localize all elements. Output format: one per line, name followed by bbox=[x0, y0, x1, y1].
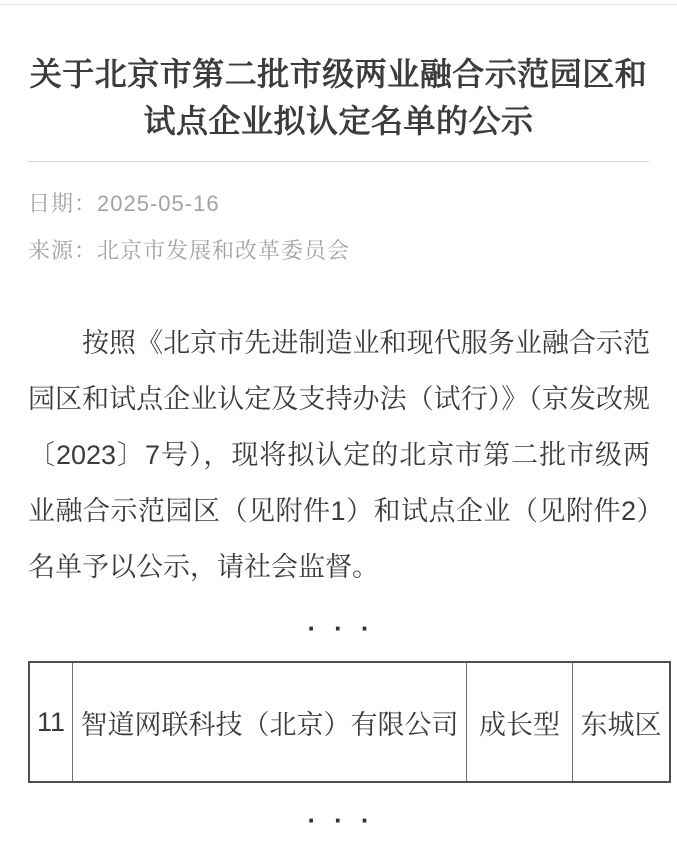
ellipsis-bottom: ··· bbox=[307, 805, 388, 835]
source-line bbox=[28, 227, 649, 274]
ellipsis-top: ··· bbox=[307, 613, 388, 643]
cell-row-number: 11 bbox=[29, 662, 73, 782]
source-value: 北京市发展和改革委员会 bbox=[97, 238, 351, 263]
cell-company-name: 智道网联科技（北京）有限公司 bbox=[73, 662, 467, 782]
source-label: 来源： bbox=[28, 238, 98, 263]
date-label: 日期： bbox=[28, 191, 98, 216]
cell-district: 东城区 bbox=[573, 662, 671, 782]
enterprise-table bbox=[28, 661, 671, 783]
announcement-paragraph: 按照《北京市先进制造业和现代服务业融合示范园区和试点企业认定及支持办法（试行）》（京发改规〔2023〕7号），现将拟认定的北京市第二批市级两业融合示范园区（见附件1）和试点企业（见附件2）名单予以公示，请社会监督。 bbox=[28, 328, 650, 582]
date-value: 2025-05-16 bbox=[97, 191, 220, 216]
meta-block bbox=[28, 180, 649, 274]
table-row bbox=[29, 662, 670, 782]
date-line bbox=[28, 180, 649, 227]
page-title: 关于北京市第二批市级两业融合示范园区和试点企业拟认定名单的公示 bbox=[29, 56, 648, 139]
cell-enterprise-type: 成长型 bbox=[467, 662, 573, 782]
title-divider bbox=[28, 161, 649, 162]
